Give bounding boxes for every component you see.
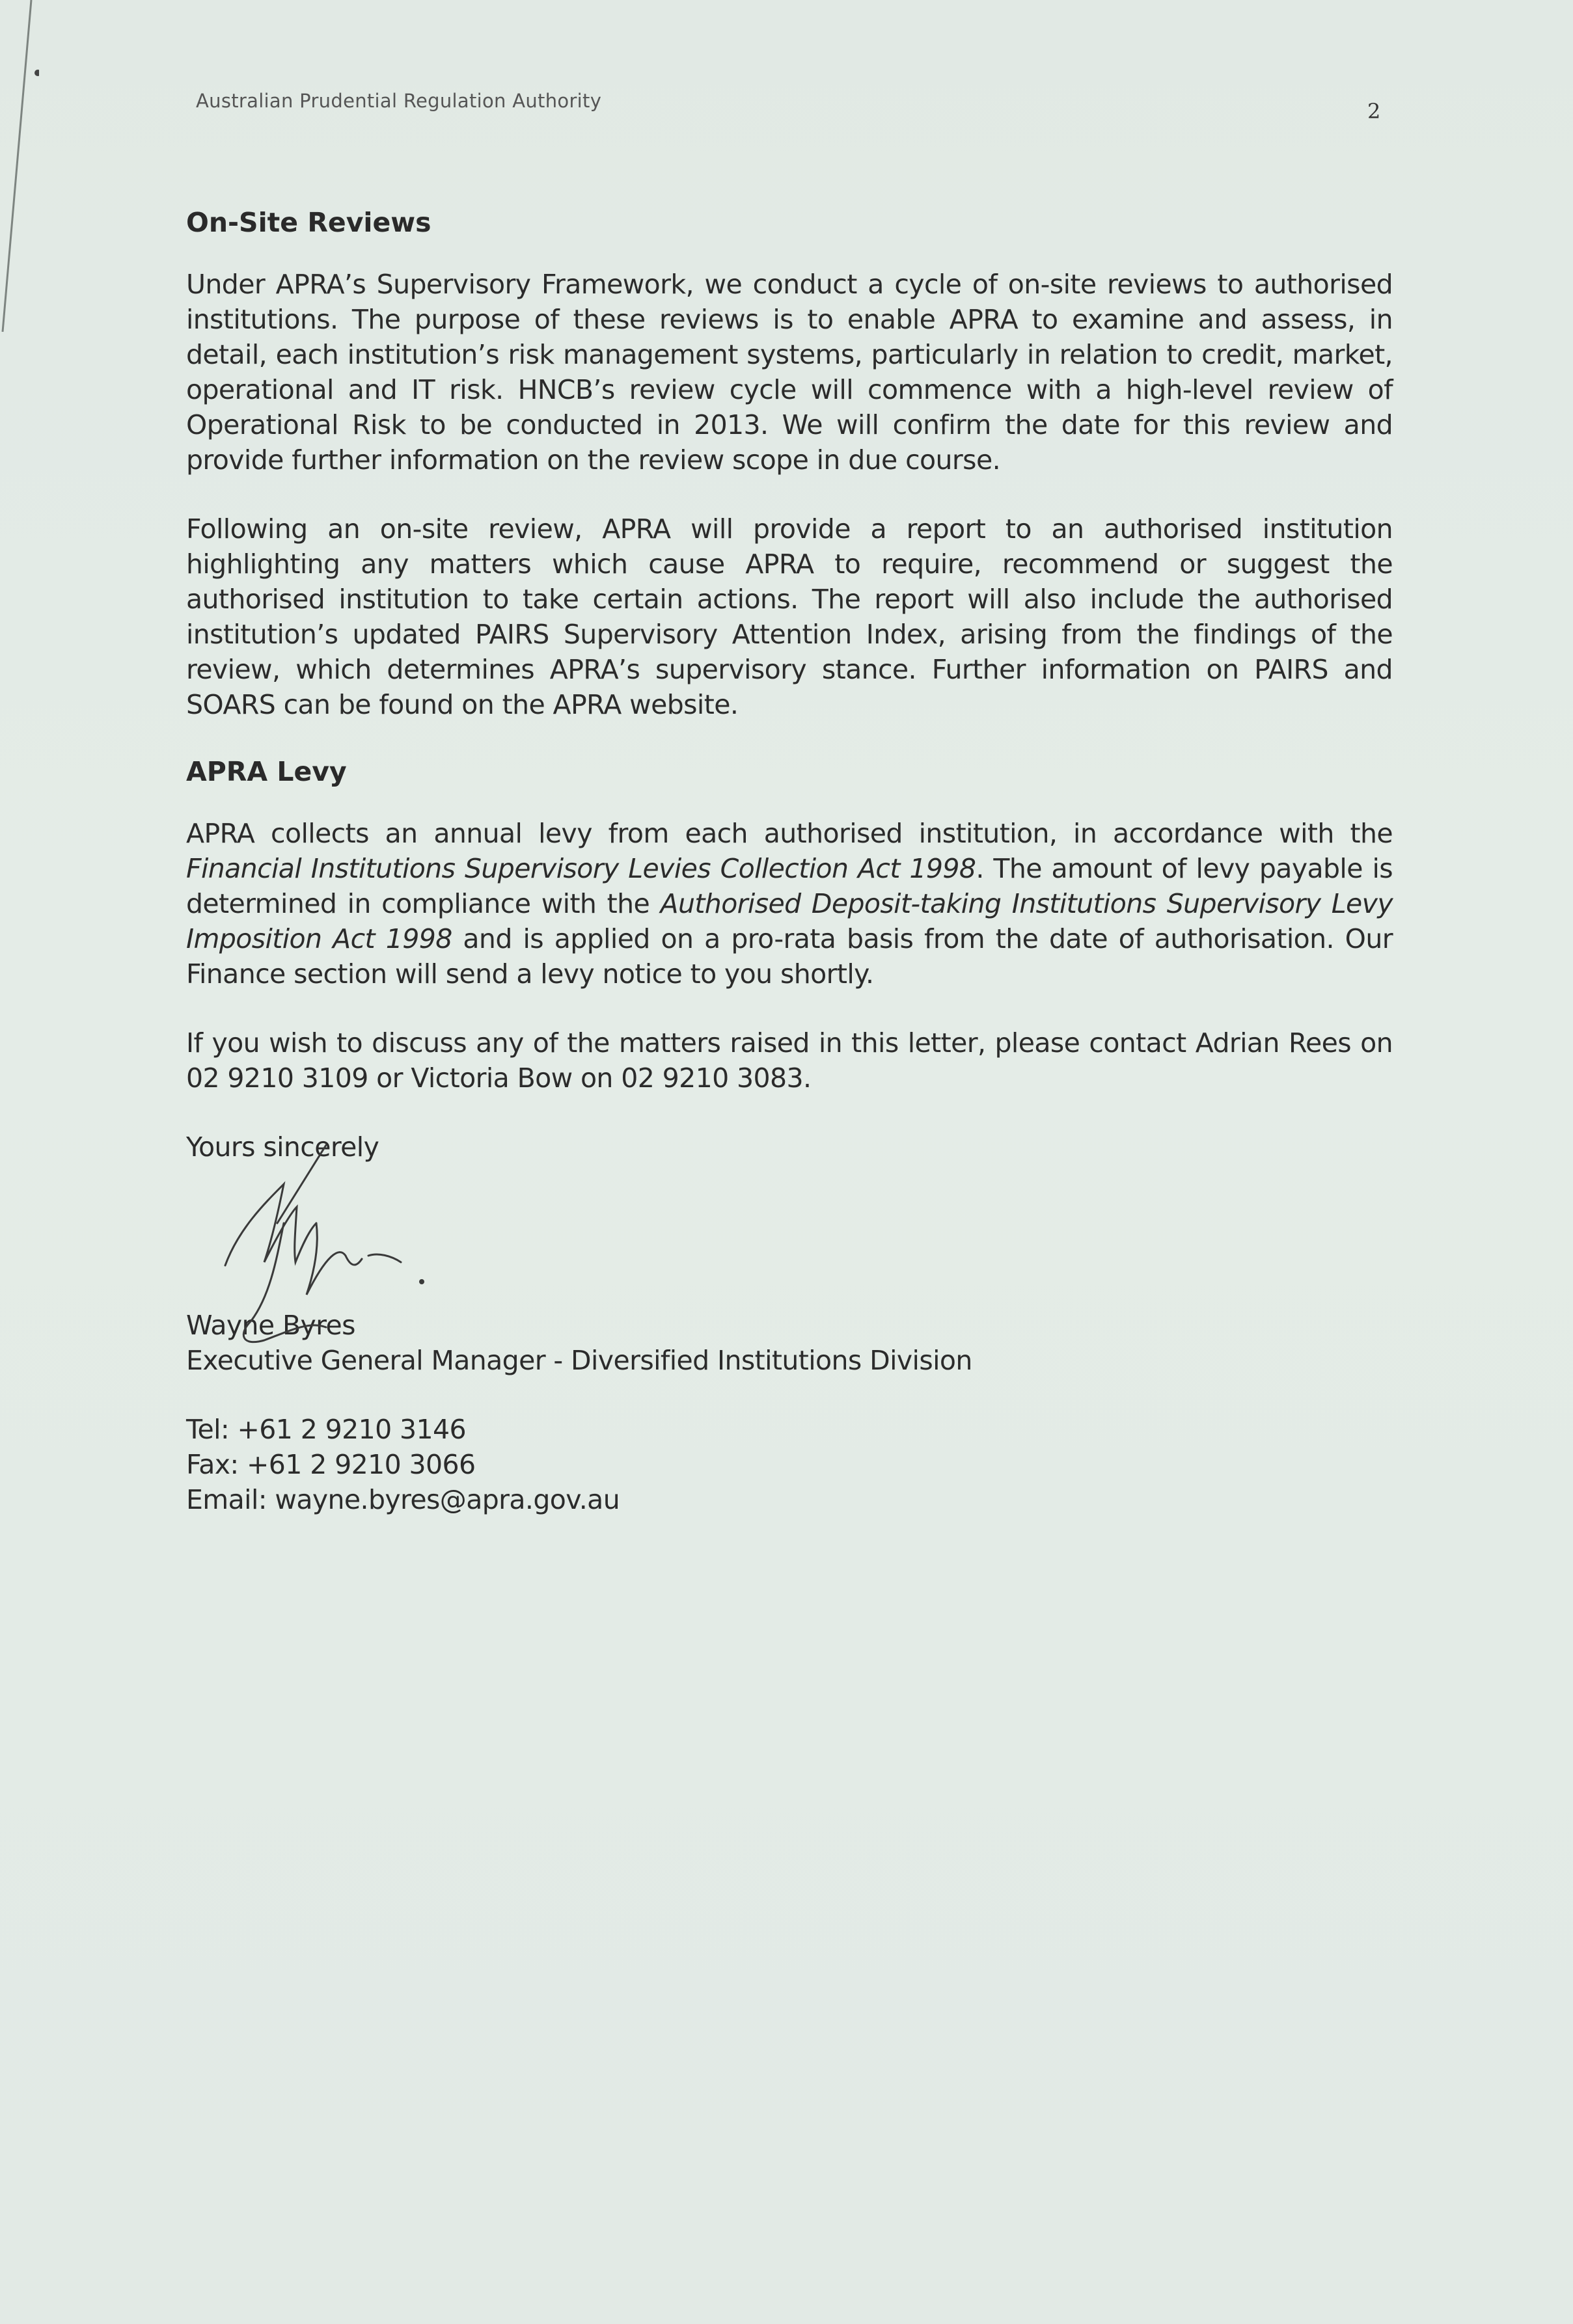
section-heading-onsite: On-Site Reviews xyxy=(186,207,431,238)
levy-text-3: and is applied on a pro-rata basis from the date of authorisation. Our Finance section will send a levy notice to you shortly. xyxy=(186,923,1393,990)
levy-text-2: . The amount of levy payable is determined in compliance with the xyxy=(186,853,1393,919)
onsite-paragraph-2: Following an on-site review, APRA will provide a report to an authorised institution highlighting any matters which cause APRA to require, recommend or suggest the authorised institution to take certain actions. The report will also include the authorised institution’s updated PAIRS Supervisory Attention Index, arising from the findings of the review, which determines APRA’s supervisory stance. Further information on PAIRS and SOARS can be found on the APRA website. xyxy=(186,513,1393,720)
signatory-title: Executive General Manager - Diversified Institutions Division xyxy=(186,1345,972,1376)
signatory-name: Wayne Byres xyxy=(186,1310,355,1341)
section-heading-levy: APRA Levy xyxy=(186,756,347,787)
levy-act-2: Authorised Deposit-taking Institutions Supervisory Levy Imposition Act 1998 xyxy=(186,888,1393,954)
contact-tel: Tel: +61 2 9210 3146 xyxy=(186,1414,466,1445)
levy-text-1: APRA collects an annual levy from each authorised institution, in accordance with the xyxy=(186,818,1393,849)
scan-edge-line xyxy=(0,0,39,338)
handwritten-signature xyxy=(186,1165,642,1308)
closing-salutation: Yours sincerely xyxy=(186,1131,379,1163)
onsite-paragraph-1: Under APRA’s Supervisory Framework, we conduct a cycle of on-site reviews to authorised institutions. The purpose of these reviews is to enable APRA to examine and assess, in detail, each institution’s risk management systems, particularly in relation to credit, market, operational and IT risk. HNCB’s review cycle will commence with a high-level review of Operational Risk to be conducted in 2013. We will confirm the date for this review and provide further information on the review scope in due course. xyxy=(186,269,1393,476)
levy-paragraph xyxy=(186,816,1393,992)
contact-paragraph: If you wish to discuss any of the matters raised in this letter, please contact Adrian Rees on 02 9210 3109 or Victoria Bow on 02 9210 3083. xyxy=(186,1027,1393,1094)
header-organization: Australian Prudential Regulation Authority xyxy=(196,90,602,112)
contact-details xyxy=(186,1412,1393,1517)
page-number: 2 xyxy=(1367,99,1381,124)
contact-email[interactable]: Email: wayne.byres@apra.gov.au xyxy=(186,1484,620,1515)
levy-act-1: Financial Institutions Supervisory Levies Collection Act 1998 xyxy=(186,853,976,884)
signature-icon xyxy=(180,1126,479,1360)
contact-fax: Fax: +61 2 9210 3066 xyxy=(186,1449,476,1480)
letter-body xyxy=(186,195,1393,1517)
